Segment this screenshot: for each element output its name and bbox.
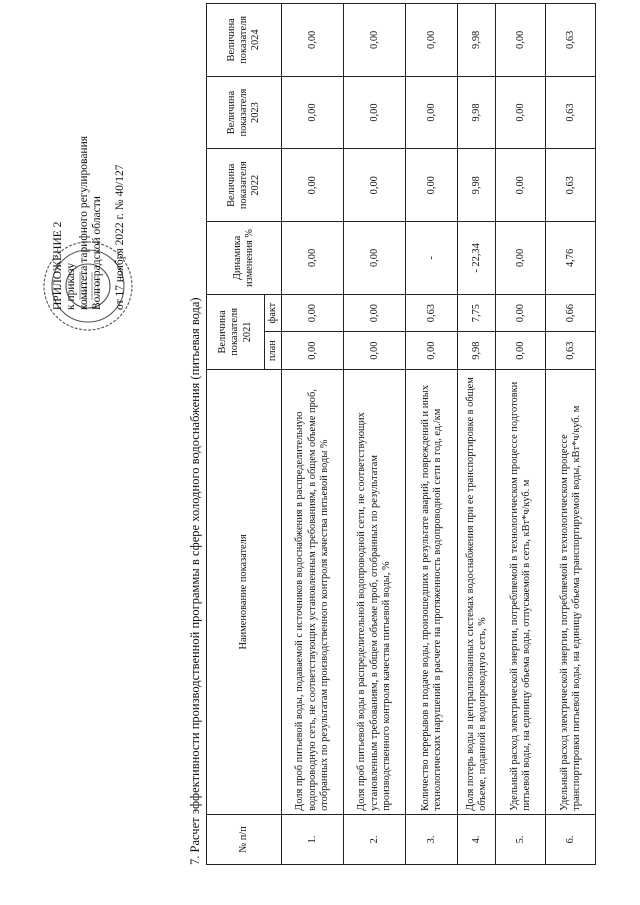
dynamics: - (406, 222, 458, 295)
value-2023: 0,00 (496, 76, 546, 149)
value-2024: 0,00 (406, 4, 458, 77)
order-reference: к приказу (65, 262, 77, 310)
dynamics: 0,00 (344, 222, 406, 295)
value-2023: 0,63 (546, 76, 596, 149)
committee-name: комитета тарифного регулирования (78, 135, 90, 310)
table-row (546, 4, 596, 865)
value-2024: 0,63 (546, 4, 596, 77)
header-num: № п/п (207, 814, 282, 864)
efficiency-table (206, 3, 596, 865)
value-2022: 0,63 (546, 149, 596, 222)
header-value-2024: Величина показателя 2024 (207, 4, 282, 77)
header-fact: факт (265, 294, 282, 332)
fact-2021: 0,00 (496, 294, 546, 332)
dynamics: - 22,34 (458, 222, 496, 295)
indicator-name: Доля проб питьевой воды, подаваемой с источников водоснабжения в распределительную водопроводную сеть, не соответствующих установленным требованиям, в общем объеме проб, отобранных по результатам производственного контроля качества питьевой воды % (282, 369, 344, 814)
row-number: 3. (406, 814, 458, 864)
row-number: 5. (496, 814, 546, 864)
value-2022: 0,00 (282, 149, 344, 222)
table-row (496, 4, 546, 865)
value-2022: 0,00 (406, 149, 458, 222)
fact-2021: 0,00 (344, 294, 406, 332)
value-2023: 9,98 (458, 76, 496, 149)
indicator-name: Удельный расход электрической энергии, потребляемой в технологическом процессе подготовки питьевой воды, на единицу объема воды, отпускаемой в сеть, кВт*ч/куб. м (496, 369, 546, 814)
table-row (406, 4, 458, 865)
value-2022: 0,00 (344, 149, 406, 222)
header-value-2021: Величина показателя 2021 (207, 294, 265, 369)
value-2023: 0,00 (282, 76, 344, 149)
order-date: от 17 ноября 2022 г. № 40/127 (114, 164, 126, 310)
value-2023: 0,00 (406, 76, 458, 149)
section-title: 7. Расчет эффективности производственной программы в сфере холодного водоснабжения (питьевая вода) (188, 297, 202, 865)
plan-2021: 0,00 (282, 332, 344, 370)
value-2024: 9,98 (458, 4, 496, 77)
row-number: 2. (344, 814, 406, 864)
plan-2021: 0,63 (546, 332, 596, 370)
row-number: 6. (546, 814, 596, 864)
dynamics: 0,00 (496, 222, 546, 295)
indicator-name: Доля потерь воды в централизованных системах водоснабжения при ее транспортировке в общем объеме, поданной в водопроводную сеть, % (458, 369, 496, 814)
table-row (344, 4, 406, 865)
plan-2021: 0,00 (496, 332, 546, 370)
plan-2021: 0,00 (406, 332, 458, 370)
table-row (458, 4, 496, 865)
plan-2021: 0,00 (344, 332, 406, 370)
fact-2021: 0,00 (282, 294, 344, 332)
indicator-name: Доля проб питьевой воды в распределительной водопроводной сети, не соответствующих установленным требованиям, в общем объеме проб, отобранных по результатам производственного контроля качества питьевой воды, % (344, 369, 406, 814)
value-2024: 0,00 (496, 4, 546, 77)
region-name: Волгоградской области (91, 196, 103, 310)
value-2022: 0,00 (496, 149, 546, 222)
fact-2021: 0,66 (546, 294, 596, 332)
table-row (282, 4, 344, 865)
document-header (52, 80, 127, 310)
header-value-2023: Величина показателя 2023 (207, 76, 282, 149)
indicator-name: Удельный расход электрической энергии, потребляемой в технологическом процессе транспортировки питьевой воды, на единицу объема транспортируемой воды, кВт*ч/куб. м (546, 369, 596, 814)
value-2023: 0,00 (344, 76, 406, 149)
fact-2021: 0,63 (406, 294, 458, 332)
indicator-name: Количество перерывов в подаче воды, произошедших в результате аварий, повреждений и иных технологических нарушений в расчете на протяженность водопроводной сети в год, ед./км (406, 369, 458, 814)
row-number: 4. (458, 814, 496, 864)
fact-2021: 7,75 (458, 294, 496, 332)
value-2022: 9,98 (458, 149, 496, 222)
appendix-label: ПРИЛОЖЕНИЕ 2 (52, 221, 64, 310)
header-dynamics: Динамика изменения % (207, 222, 282, 295)
dynamics: 0,00 (282, 222, 344, 295)
header-plan: план (265, 332, 282, 370)
plan-2021: 9,98 (458, 332, 496, 370)
header-value-2022: Величина показателя 2022 (207, 149, 282, 222)
value-2024: 0,00 (282, 4, 344, 77)
value-2024: 0,00 (344, 4, 406, 77)
row-number: 1. (282, 814, 344, 864)
header-name: Наименование показателя (207, 369, 282, 814)
dynamics: 4,76 (546, 222, 596, 295)
